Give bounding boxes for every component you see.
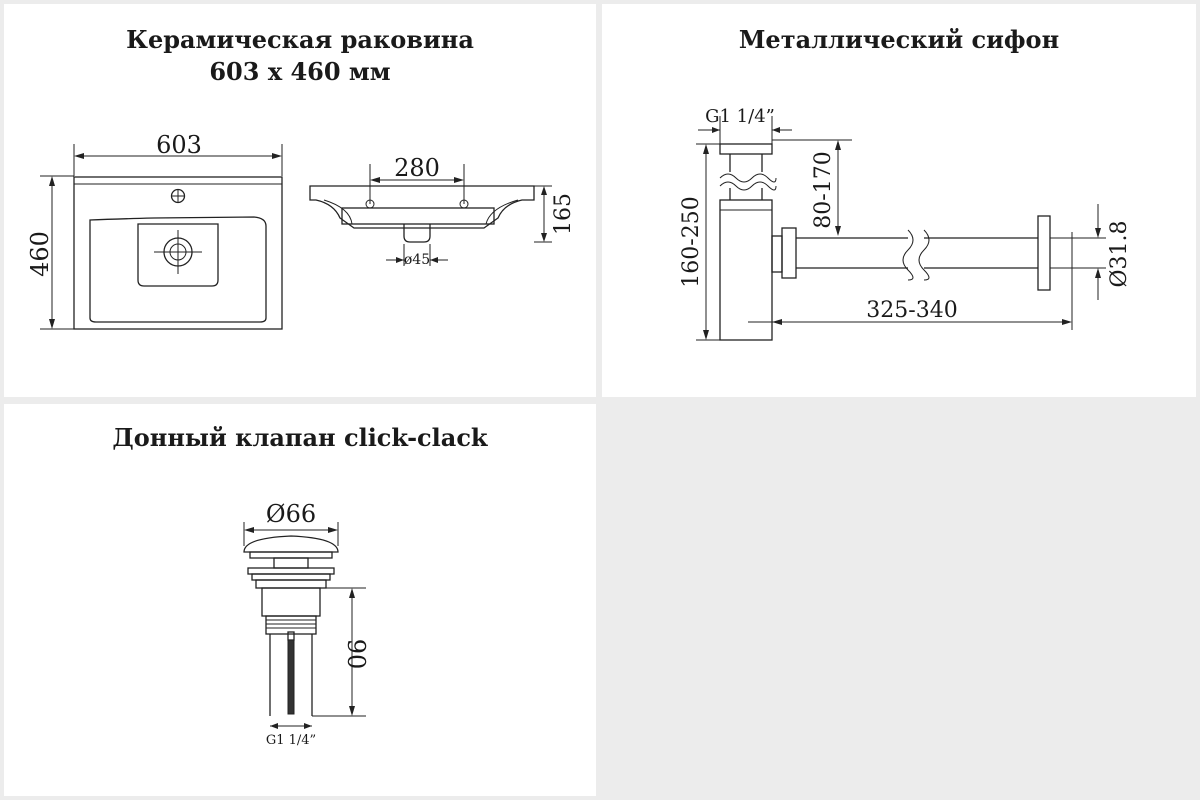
side-height-label: 165 [551,193,576,235]
siphon-thread-label: G1 1/4” [705,106,775,127]
valve-body [262,588,320,616]
valve-drawing [4,404,596,796]
empty-panel [602,404,1196,796]
side-width-label: 280 [394,154,440,182]
sink-title-line1: Керамическая раковина [126,25,474,54]
sink-drawing [4,4,596,397]
siphon-outlet-height-label: 80-170 [811,151,836,229]
sink-width-label: 603 [156,131,202,159]
sink-panel [4,4,596,397]
siphon-body [720,200,772,340]
valve-cap [244,536,338,552]
siphon-panel [602,4,1196,397]
siphon-title: Металлический сифон [738,25,1060,54]
siphon-length-label: 325-340 [866,298,958,323]
sink-title-line2: 603 х 460 мм [209,57,391,86]
valve-title: Донный клапан click-clack [112,423,488,452]
wall-flange [1038,216,1050,290]
siphon-drawing [602,4,1196,397]
siphon-height-label: 160-250 [679,196,704,288]
valve-thread-label: G1 1/4” [265,733,317,748]
valve-cap-diameter-label: Ø66 [265,500,317,528]
sink-height-label: 460 [26,231,54,277]
drain-diameter-label: ø45 [403,252,431,268]
valve-height-label: 90 [342,638,370,670]
valve-panel [4,404,596,796]
outlet-nut [782,228,796,278]
siphon-pipe-diameter-label: Ø31.8 [1107,220,1132,288]
